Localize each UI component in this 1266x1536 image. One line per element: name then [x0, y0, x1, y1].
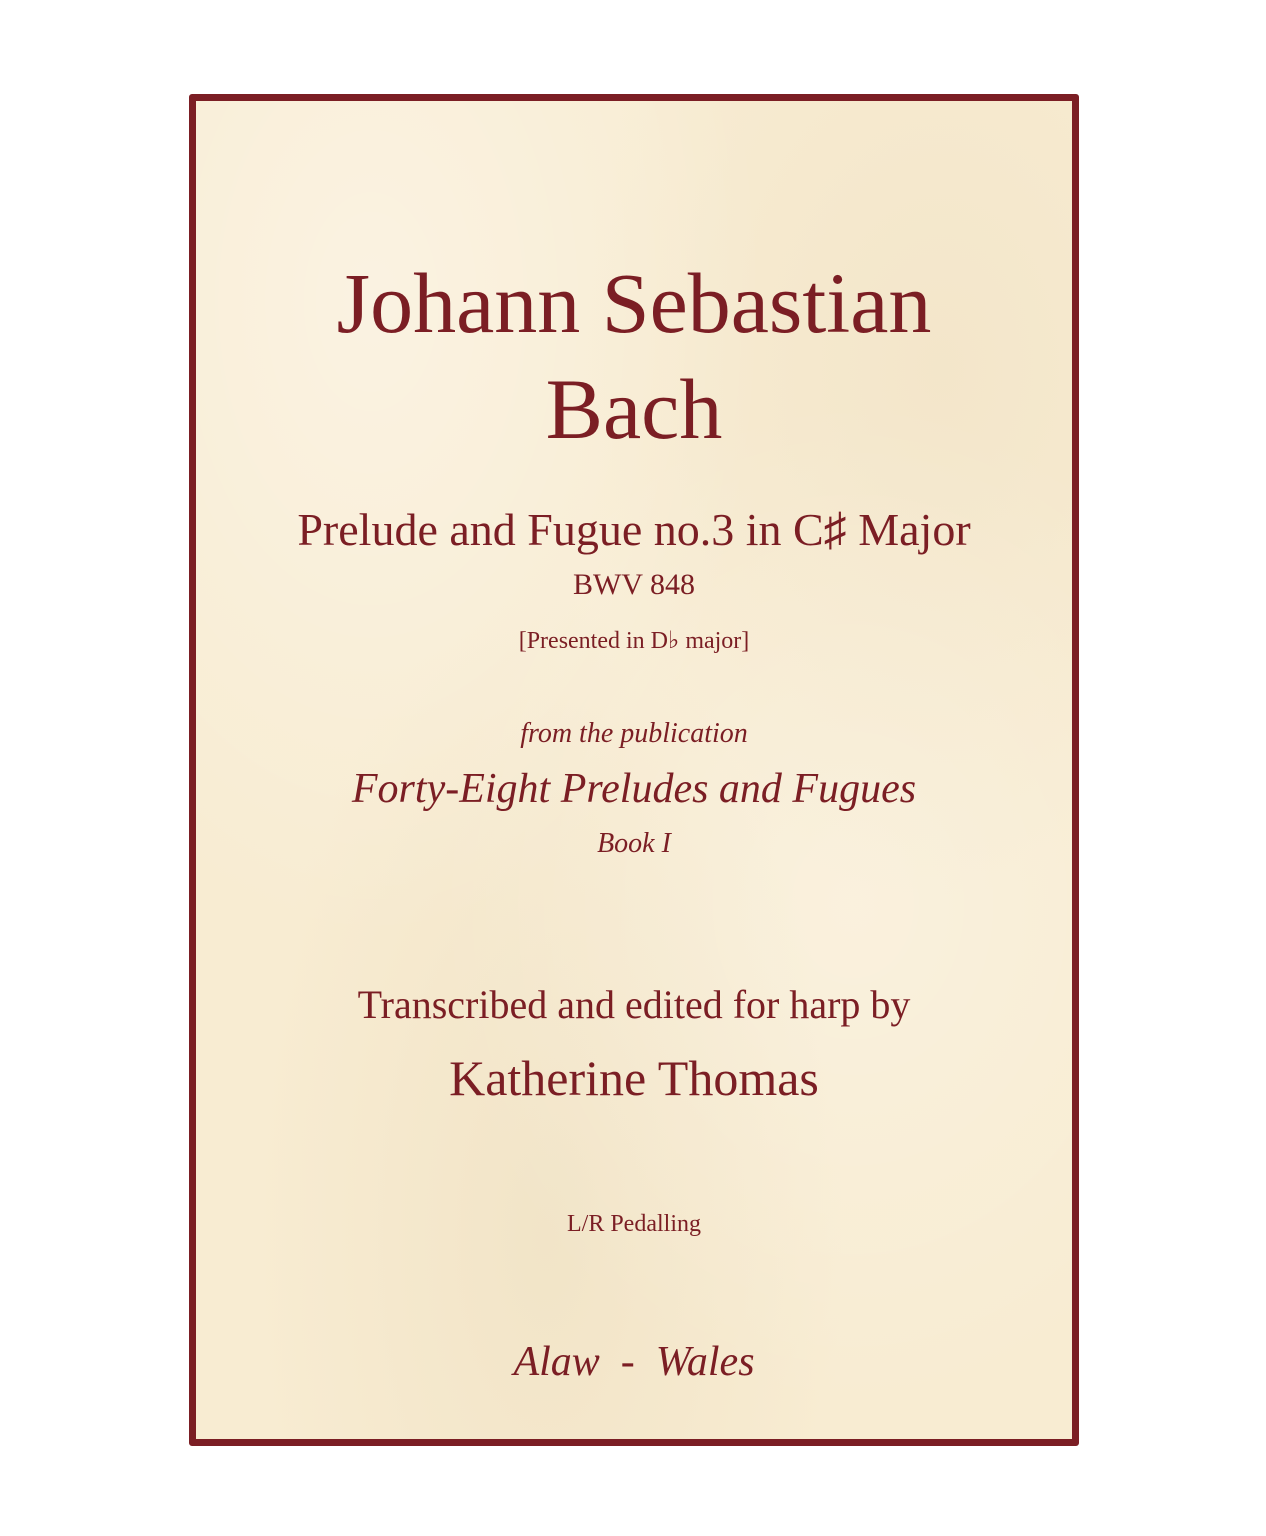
publication-title: Forty-Eight Preludes and Fugues: [351, 766, 917, 812]
presented-key-note: [Presented in D♭ major]: [518, 628, 750, 654]
composer-name-line1: Johann Sebastian: [336, 255, 932, 351]
catalog-number: BWV 848: [573, 568, 695, 601]
pedalling-note: L/R Pedalling: [567, 1211, 701, 1237]
transcribed-by-label: Transcribed and edited for harp by: [357, 982, 911, 1027]
work-title: Prelude and Fugue no.3 in C♯ Major: [297, 504, 971, 555]
book-number: Book I: [597, 828, 671, 859]
from-publication-label: from the publication: [520, 718, 748, 749]
composer-name-line2: Bach: [545, 361, 723, 457]
cover-page: [189, 94, 1079, 1446]
arranger-name: Katherine Thomas: [449, 1050, 819, 1106]
publisher-name: Alaw - Wales: [513, 1339, 755, 1385]
